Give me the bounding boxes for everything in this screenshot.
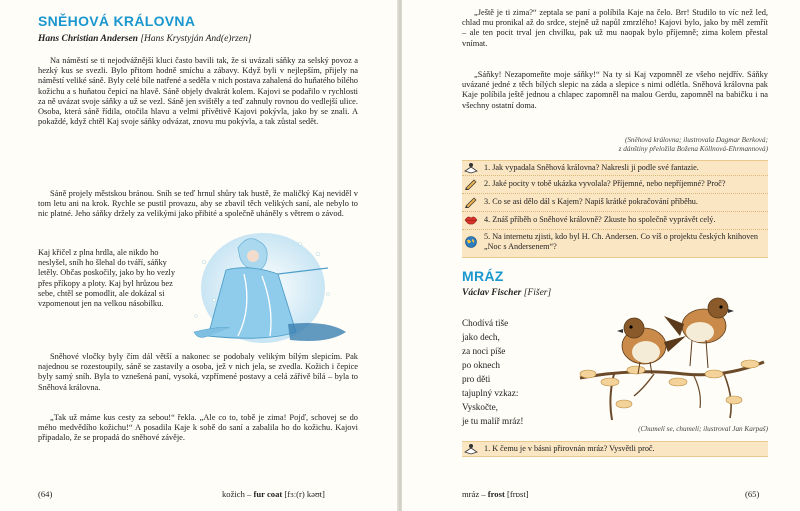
caption-snow-queen	[462, 136, 768, 153]
poem-line: jako dech,	[462, 332, 500, 342]
author-pronunciation: [Hans Krystyján And(e)rzen]	[140, 34, 252, 44]
paragraph-5: „Tak už máme kus cesty za sebou!“ řekla. „Ale co to, tobě je zima! Pojď, schovej se do mého medvědího kožichu!“ A posadila Kaje k sobě do saní a zabalila ho do kožichu. Kajovi připadalo, že se propadá do sněhové závěje.	[38, 413, 358, 443]
poem-question-text: 1. K čemu je v básni přirovnán mráz? Vysvětli proč.	[484, 444, 655, 453]
question-text-4: 4. Znáš příběh o Sněhové královně? Zkuste ho společně vyprávět celý.	[484, 215, 716, 224]
poem-author-pronunciation: [Fišer]	[523, 288, 552, 298]
poem-line: tajuplný vzkaz:	[462, 388, 519, 398]
footer-page-number-left: (64)	[38, 489, 53, 499]
snow-queen-illustration	[178, 228, 358, 348]
caption-line-1: (Sněhová královna; ilustrovala Dagmar Berková;	[624, 136, 768, 144]
birds-illustration	[574, 278, 770, 424]
paragraph-1: Na náměstí se ti nejodvážnější kluci často bavili tak, že si uvázali sáňky za selský povoz a hezký kus se svezli. Bylo přitom hodně smíchu a zábavy. Když byli v nejlepším, přijely na náměstí veliké sáně. Byly celé bíle natřené a seděla v nich postava zahalená do huňatého bílého kožichu a s huňatou čepicí na hlavě. Sáně objely dvakrát kolem. Kajovi se podařilo v rychlosti za ně uvázat svoje sáňky a už se vezl. Sáně jen svištěly a teď zahnuly rovnou do vedlejší ulice. Osoba, která sáně řídila, otočila hlavu a velmi přívětivě Kajovi pokývla, jako by se znali. A pokaždé, když chtěl Kaj svoje sáňky odvázat, znovu mu pokývla, a tak zůstal sedět.	[38, 56, 358, 127]
paragraph-3: Kaj křičel z plna hrdla, ale nikdo ho neslyšel, sníh ho šlehal do tváří, sáňky letěly. Občas poskočily, jako by ho vezly přes příkopy a ploty. Kaj byl hrůzou bez sebe, chtěl se pomodlit, ale dokázal si vzpomenout jen na velkou násobilku.	[38, 248, 176, 309]
caption-line-2: z dánštiny přeložila Božena Köllnová-Ehrmannová)	[618, 144, 768, 153]
left-page	[0, 0, 398, 511]
footer-page-number-right: (65)	[745, 489, 760, 499]
question-row-4	[462, 211, 768, 230]
footer-english: frost	[487, 489, 505, 499]
pencil-icon	[464, 178, 478, 190]
poem-line: Vyskočte,	[462, 402, 498, 412]
footer-vocab-right	[462, 489, 529, 499]
question-row-5	[462, 229, 768, 257]
question-row-3	[462, 193, 768, 212]
story-author	[38, 34, 252, 44]
poem-title: MRÁZ	[462, 268, 504, 284]
lips-icon	[464, 214, 478, 226]
question-row-2	[462, 175, 768, 194]
poem-line: Chodívá tiše	[462, 318, 509, 328]
footer-word: mráz –	[462, 489, 486, 499]
paragraph-2: Sáně projely městskou bránou. Sníh se teď hrnul shůry tak hustě, že maličký Kaj neviděl v tom letu ani na krok. Rychle se pustil provazu, aby se zbavil těch velikých saní, ale nebylo to nic platné. Jeho sáňky držely za velikými jako přibité a společně uháněly s větrem o závod.	[38, 189, 358, 219]
poem-line: po oknech	[462, 360, 501, 370]
reading-icon	[464, 443, 478, 455]
question-text-2: 2. Jaké pocity v tobě ukázka vyvolala? Příjemné, nebo nepříjemné? Proč?	[484, 179, 726, 188]
question-row-1	[462, 161, 768, 176]
poem-line: za noci píše	[462, 346, 506, 356]
reading-icon	[464, 162, 478, 174]
paragraph-4: Sněhové vločky byly čím dál větší a nakonec se podobaly velikým bílým slepicím. Pak najednou se rozestoupily, sáně se zastavily a osoba, jež v nich jela, se zvedla. Kožich i čepice byly samý sníh. Byla to vznešená paní, vysoká, vzpřímené postavy a celá zářivě bílá – byla to Sněhová královna.	[38, 352, 358, 392]
questions-box	[462, 160, 768, 258]
author-name: Hans Christian Andersen	[38, 34, 138, 44]
footer-vocab-left	[222, 489, 325, 499]
footer-english: fur coat	[253, 489, 283, 499]
question-text-1: 1. Jak vypadala Sněhová královna? Nakresli ji podle své fantazie.	[484, 163, 699, 172]
footer-word: kožich –	[222, 489, 252, 499]
story-title: SNĚHOVÁ KRÁLOVNA	[38, 13, 196, 29]
pencil-icon	[464, 196, 478, 208]
globe-icon	[464, 236, 478, 248]
poem-question-box	[462, 441, 768, 457]
poem-line: je tu malíř mráz!	[462, 416, 524, 426]
footer-ipa: [fɜː(r) kəʊt]	[284, 489, 325, 499]
paragraph-7: „Sáňky! Nezapomeňte moje sáňky!“ Na ty si Kaj vzpomněl ze všeho nejdřív. Sáňky uvázané jedné z těch bílých slepic na záda a slepice s nimi odlétla. Sněhová královna pak Kaje políbila ještě jednou a chlapec zapomněl na malou Gerdu, zapomněl na babičku i na všechny ostatní doma.	[462, 70, 768, 110]
right-page	[402, 0, 800, 511]
question-text-3: 3. Co se asi dělo dál s Kajem? Napiš krátké pokračování příběhu.	[484, 197, 698, 206]
paragraph-6: „Ještě je ti zima?“ zeptala se paní a políbila Kaje na čelo. Brr! Studilo to víc než led, chlad mu pronikal až do srdce, stejně už napůl zmrzlého! Kajovi bylo, jako by měl zemřít – ale ten pocit trval jen chvilku, pak už mu naopak bylo příjemně; zima kolem přestal vnímat.	[462, 8, 768, 48]
question-text-5: 5. Na internetu zjisti, kdo byl H. Ch. Andersen. Co víš o projektu českých knihoven „Noc s Andersenem“?	[484, 232, 759, 251]
poem-author	[462, 288, 551, 298]
caption-birds: (Chumelí se, chumelí; ilustroval Jan Karpaš)	[638, 425, 768, 433]
poem-line: pro děti	[462, 374, 491, 384]
poem-author-name: Václav Fischer	[462, 288, 522, 298]
footer-ipa: [frɒst]	[506, 489, 529, 499]
